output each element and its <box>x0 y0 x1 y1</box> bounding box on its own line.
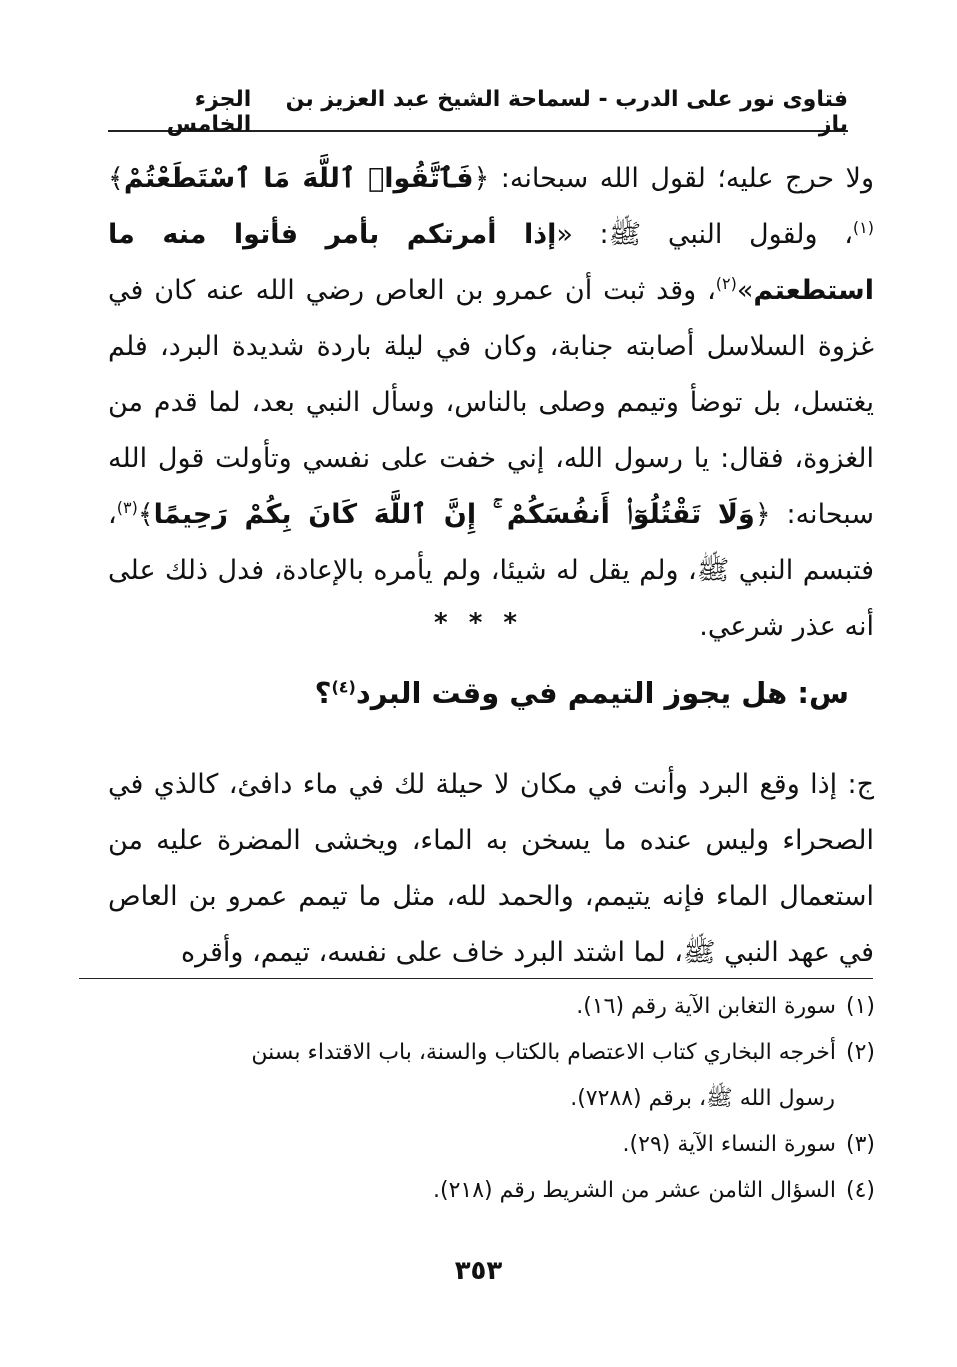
page-number: ٣٥٣ <box>454 1256 503 1286</box>
footnote-item <box>105 1122 875 1168</box>
footnote-number: (١) <box>845 994 875 1019</box>
footnote-rule <box>79 978 873 979</box>
text-run: ، ولقول النبي ﷺ: « <box>556 219 853 250</box>
question-heading <box>109 676 849 710</box>
text-run: » <box>736 275 754 306</box>
footnote-ref: (٣) <box>116 498 138 517</box>
quran-verse: وَلَا تَقْتُلُوٓا۟ أَنفُسَكُمْ ۚ إِنَّ ٱللَّهَ كَانَ بِكُمْ رَحِيمًا <box>153 499 755 530</box>
answer-paragraph: ج: إذا وقع البرد وأنت في مكان لا حيلة لك في ماء دافئ، كالذي في الصحراء وليس عنده ما يسخن به الماء، ويخشى المضرة عليه من استعمال الماء فإنه يتيمم، والحمد لله، مثل ما تيمم عمرو بن العاص في عهد النبي ﷺ، لما اشتد البرد خاف على نفسه، تيمم، وأقره <box>108 769 874 968</box>
footnote-text: سورة النساء الآية (٢٩). <box>622 1132 836 1157</box>
footnotes-list <box>105 984 875 1214</box>
fatwa-paragraph-1 <box>108 151 874 655</box>
header-volume: الجزء الخامس <box>166 87 252 137</box>
text-run: ، وقد ثبت أن عمرو بن العاص رضي الله عنه كان في غزوة السلاسل أصابته جنابة، وكان في ليلة باردة شديدة البرد، فلم يغتسل، بل توضأ وتيمم وصلى بالناس، وسأل النبي بعد، لما قدم من الغزوة، فقال: يا رسول الله، إني خفت على نفسي وتأولت قول الله سبحانه: ﴿ <box>108 275 874 530</box>
footnote-item <box>105 1030 875 1122</box>
text-run: ﴾ <box>137 499 154 530</box>
footnote-number: (٣) <box>845 1132 875 1157</box>
question-text: س: هل يجوز التيمم في وقت البرد <box>355 676 849 710</box>
quran-verse: فَٱتَّقُوا۟ ٱللَّهَ مَا ٱسْتَطَعْتُمْ <box>123 163 474 194</box>
footnote-ref: (١) <box>852 218 874 237</box>
question-mark: ؟ <box>314 676 332 710</box>
running-header <box>108 87 848 137</box>
text-run: ولا حرج عليه؛ لقول الله سبحانه: ﴿ <box>473 163 874 194</box>
footnote-item <box>105 1168 875 1214</box>
footnote-ref: (٢) <box>715 274 737 293</box>
footnote-number: (٤) <box>845 1178 875 1203</box>
section-separator: * * * <box>434 608 523 638</box>
footnote-continuation: رسول الله ﷺ، برقم (٧٢٨٨). <box>570 1086 835 1111</box>
text-run: ، فتبسم النبي ﷺ، ولم يقل له شيئا، ولم يأمره بالإعادة، فدل ذلك على أنه عذر شرعي. <box>108 499 874 642</box>
footnote-text: سورة التغابن الآية رقم (١٦). <box>576 994 836 1019</box>
text-run: ﴾ <box>108 163 124 194</box>
footnote-item <box>105 984 875 1030</box>
hadith-text: إذا أمرتكم بأمر فأتوا منه ما استطعتم <box>108 219 874 306</box>
header-title: فتاوى نور على الدرب - لسماحة الشيخ عبد العزيز بن باز <box>285 87 848 137</box>
footnote-ref: (٤) <box>331 677 356 697</box>
footnote-text: أخرجه البخاري كتاب الاعتصام بالكتاب والسنة، باب الاقتداء بسنن <box>251 1040 836 1065</box>
footnote-number: (٢) <box>845 1040 875 1065</box>
footnote-text: السؤال الثامن عشر من الشريط رقم (٢١٨). <box>433 1178 836 1203</box>
